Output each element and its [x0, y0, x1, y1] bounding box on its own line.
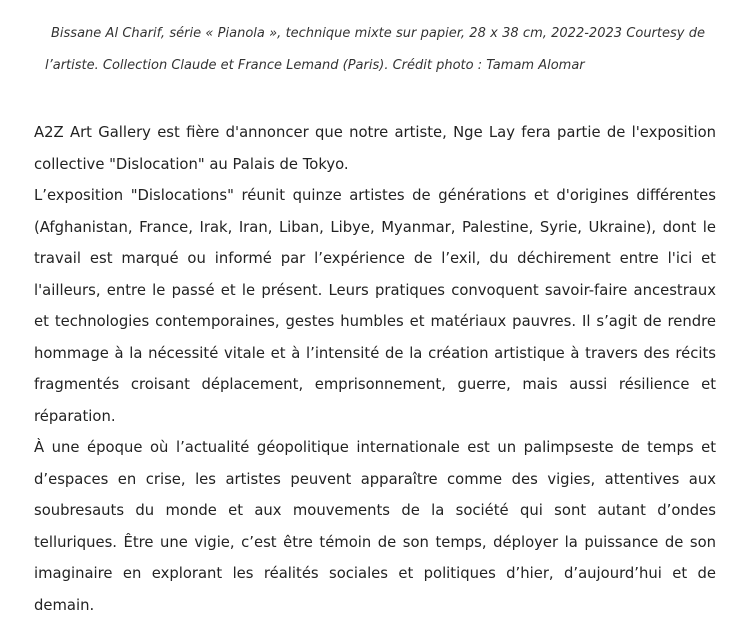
article-body: [34, 117, 716, 621]
image-caption: Bissane Al Charif, série « Pianola », technique mixte sur papier, 28 x 38 cm, 2022-2023 Courtesy de l’artiste. Collection Claude et France Lemand (Paris). Crédit photo : Tamam Alomar: [45, 26, 705, 73]
article-paragraph-exhibition: L’exposition "Dislocations" réunit quinze artistes de générations et d'origines différentes (Afghanistan, France, Irak, Iran, Liban, Libye, Myanmar, Palestine, Syrie, Ukraine), dont le travail est marqué ou informé par l’expérience de l’exil, du déchirement entre l'ici et l'ailleurs, entre le passé et le présent. Leurs pratiques convoquent savoir-faire ancestraux et technologies contemporaines, gestes humbles et matériaux pauvres. Il s’agit de rendre hommage à la nécessité vitale et à l’intensité de la création artistique à travers des récits fragmentés croisant déplacement, emprisonnement, guerre, mais aussi résilience et réparation.: [34, 187, 716, 425]
article-paragraph-announcement: A2Z Art Gallery est fière d'annoncer que notre artiste, Nge Lay fera partie de l'exposition collective "Dislocation" au Palais de Tokyo.: [34, 124, 716, 173]
article-paragraph-vigie: À une époque où l’actualité géopolitique internationale est un palimpseste de temps et d’espaces en crise, les artistes peuvent apparaître comme des vigies, attentives aux soubresauts du monde et aux mouvements de la société qui sont autant d’ondes telluriques. Être une vigie, c’est être témoin de son temps, déployer la puissance de son imaginaire en explorant les réalités sociales et politiques d’hier, d’aujourd’hui et de demain.: [34, 439, 716, 614]
